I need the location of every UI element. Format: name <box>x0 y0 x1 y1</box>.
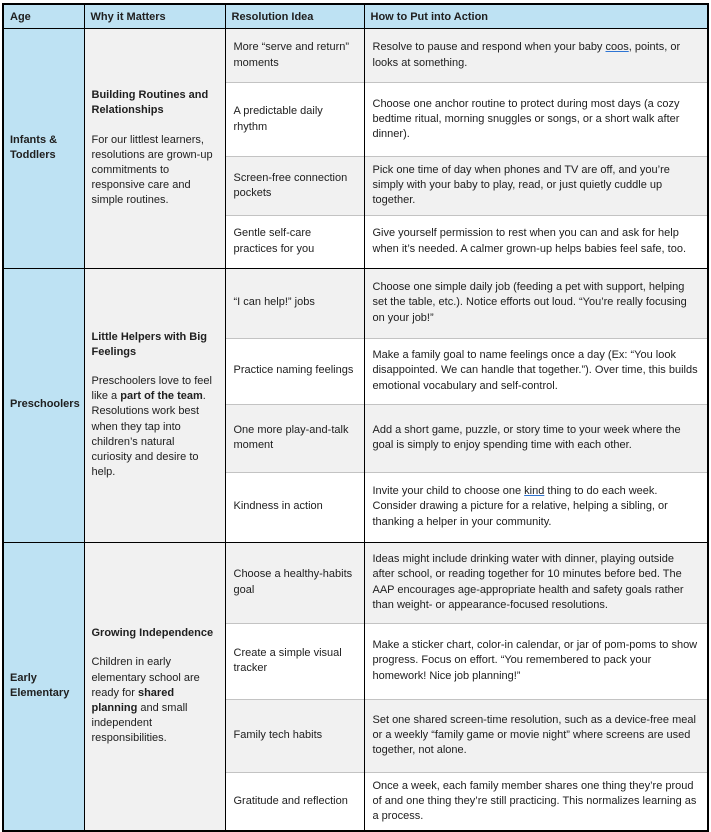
header-row <box>3 4 708 29</box>
why-it-matters-cell <box>84 268 225 542</box>
action-cell <box>364 404 708 472</box>
action-cell <box>364 268 708 338</box>
resolution-idea-cell: “I can help!” jobs <box>225 268 364 338</box>
why-body <box>92 133 218 209</box>
bold-text-segment: part of the team <box>120 390 203 403</box>
resolution-idea-cell: Screen-free connection pockets <box>225 157 364 216</box>
coos-link[interactable]: coos <box>605 41 629 54</box>
action-cell <box>364 157 708 216</box>
header-how-to-put-into-action: How to Put into Action <box>364 4 708 29</box>
text-segment: Give yourself permission to rest when you can and ask for help when it’s needed. A calmer grown-up helps babies feel safe, too. <box>372 227 686 255</box>
resolution-idea-cell: Kindness in action <box>225 472 364 542</box>
text-segment: Choose one anchor routine to protect during most days (a cozy bedtime ritual, morning snuggles or songs, or a short walk after dinner). <box>372 97 680 141</box>
text-segment: Set one shared screen-time resolution, such as a device-free meal or a weekly “family game or movie night” where screens are used together, not alone. <box>372 713 696 757</box>
action-cell <box>364 772 708 831</box>
resolution-idea-cell: Family tech habits <box>225 699 364 772</box>
text-segment: Children in early elementary school are ready for <box>91 656 200 699</box>
action-cell <box>364 623 708 699</box>
text-segment: , points, or looks at something. <box>372 41 681 69</box>
why-title: Growing Independence <box>91 627 214 640</box>
text-segment: Pick one time of day when phones and TV are off, and you’re simply with your baby to play, read, or just quietly cuddle up together. <box>372 164 670 207</box>
resolution-idea-cell: Choose a healthy-habits goal <box>225 542 364 623</box>
action-cell <box>364 699 708 772</box>
action-cell <box>364 83 708 157</box>
text-segment: Add a short game, puzzle, or story time to your week where the goal is simply to enjoy spending time with each other. <box>372 423 681 452</box>
text-segment: Resolve to pause and respond when your baby <box>372 41 606 54</box>
text-segment: Choose one simple daily job (feeding a pet with support, helping set the table, etc.). Notice efforts out loud. “You’re really focusing on your job!” <box>372 281 687 324</box>
text-segment: Invite your child to choose one <box>372 485 525 498</box>
table-row <box>3 542 708 623</box>
text-segment: Once a week, each family member shares one thing they’re proud of and one thing they’re still practicing. This normalizes learning as a process. <box>372 779 697 822</box>
bold-text-segment: shared planning <box>91 686 175 714</box>
why-title: Building Routines and Relationships <box>91 89 209 117</box>
text-segment: For our littlest learners, resolutions are grown-up commitments to responsive care and simple routines. <box>91 133 213 207</box>
resolution-idea-cell: Practice naming feelings <box>225 338 364 404</box>
action-cell <box>364 29 708 83</box>
resolution-idea-cell: Gentle self-care practices for you <box>225 215 364 268</box>
resolutions-table <box>2 3 709 832</box>
header-why-it-matters: Why it Matters <box>84 4 225 29</box>
text-segment: thing to do each week. Consider drawing a picture for a relative, helping a sibling, or thanking a helper in your community. <box>372 485 668 528</box>
resolution-idea-cell: A predictable daily rhythm <box>225 83 364 157</box>
action-cell <box>364 338 708 404</box>
resolution-idea-cell: More “serve and return” moments <box>225 29 364 83</box>
why-body <box>92 374 218 480</box>
text-segment: Ideas might include drinking water with dinner, playing outside after school, or reading together for 10 minutes before bed. The AAP encourages age-appropriate health and safety goals rather than weight- or appearance-focused resolutions. <box>372 553 684 611</box>
action-cell <box>364 472 708 542</box>
age-cell: Preschoolers <box>3 268 84 542</box>
header-age: Age <box>3 4 84 29</box>
resolution-idea-cell: Gratitude and reflection <box>225 772 364 831</box>
text-segment: . Resolutions work best when they tap into children’s natural curiosity and desire to help. <box>91 390 206 479</box>
why-body <box>92 655 218 746</box>
header-resolution-idea: Resolution Idea <box>225 4 364 29</box>
why-it-matters-cell <box>84 29 225 269</box>
resolution-idea-cell: Create a simple visual tracker <box>225 623 364 699</box>
action-cell <box>364 215 708 268</box>
why-title: Little Helpers with Big Feelings <box>91 330 208 358</box>
why-it-matters-cell <box>84 542 225 831</box>
resolution-idea-cell: One more play-and-talk moment <box>225 404 364 472</box>
table-row <box>3 268 708 338</box>
text-segment: Make a sticker chart, color-in calendar, or jar of pom-poms to show progress. Focus on effort. “You remembered to pack your homework! Nice job planning!” <box>372 639 698 682</box>
age-cell: Early Elementary <box>3 542 84 831</box>
table-row <box>3 29 708 83</box>
kind-link[interactable]: kind <box>524 485 545 498</box>
action-cell <box>364 542 708 623</box>
text-segment: Make a family goal to name feelings once a day (Ex: “You look disappointed. We can handle that together.”). Over time, this builds emotional vocabulary and self-control. <box>372 349 698 392</box>
text-segment: and small independent responsibilities. <box>91 701 188 745</box>
age-cell: Infants & Toddlers <box>3 29 84 269</box>
table-body <box>3 29 708 832</box>
text-segment: Preschoolers love to feel like a <box>91 375 212 403</box>
